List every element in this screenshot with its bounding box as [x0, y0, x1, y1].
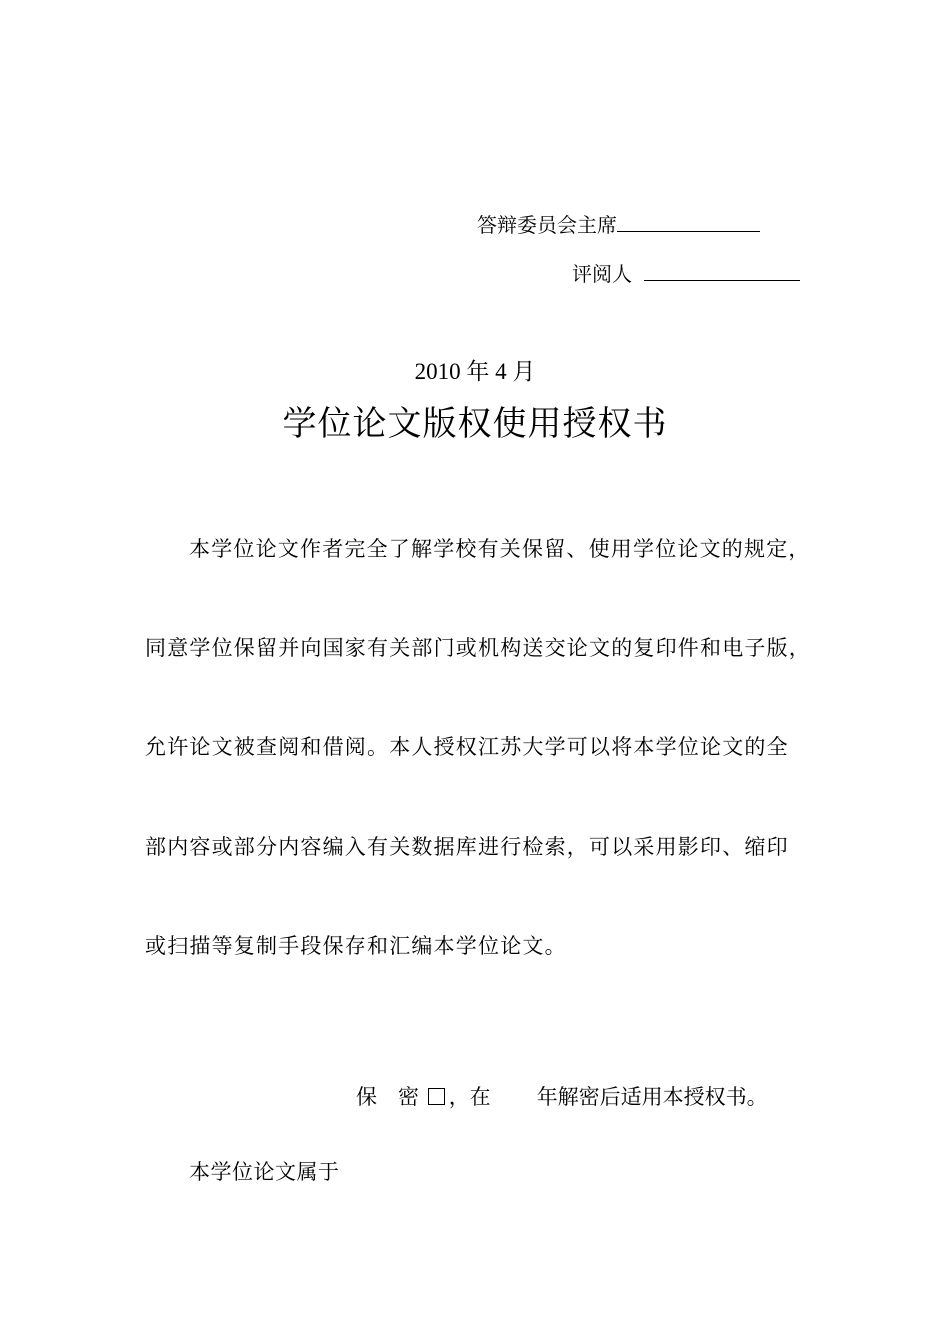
confidential-label: 保 密 [356, 1085, 419, 1109]
body-line-3: 允许论文被查阅和借阅。本人授权江苏大学可以将本学位论文的全 [145, 735, 789, 759]
body-line-2: 同意学位保留并向国家有关部门或机构送交论文的复印件和电子版， [145, 636, 811, 660]
reviewer-label: 评阅人 [572, 262, 632, 286]
reviewer-blank-line [644, 260, 800, 281]
confidential-suffix: 年解密后适用本授权书。 [536, 1085, 768, 1109]
committee-chair-label: 答辩委员会主席 [477, 213, 617, 237]
confidential-checkbox[interactable] [428, 1088, 445, 1105]
date: 2010 年 4 月 [414, 359, 536, 384]
confidential-after-checkbox: ，在 [448, 1085, 491, 1109]
reviewer-signature [572, 260, 800, 288]
page-title: 学位论文版权使用授权书 [282, 404, 668, 444]
body-line-1: 本学位论文作者完全了解学校有关保留、使用学位论文的规定， [189, 537, 811, 561]
body-line-5: 或扫描等复制手段保存和汇编本学位论文。 [145, 934, 567, 958]
body-line-4: 部内容或部分内容编入有关数据库进行检索，可以采用影印、缩印 [145, 835, 789, 859]
committee-chair-signature [477, 211, 760, 239]
committee-chair-blank-line [617, 211, 760, 232]
belongs-to-text: 本学位论文属于 [189, 1160, 340, 1184]
confidential-statement [356, 1083, 768, 1111]
